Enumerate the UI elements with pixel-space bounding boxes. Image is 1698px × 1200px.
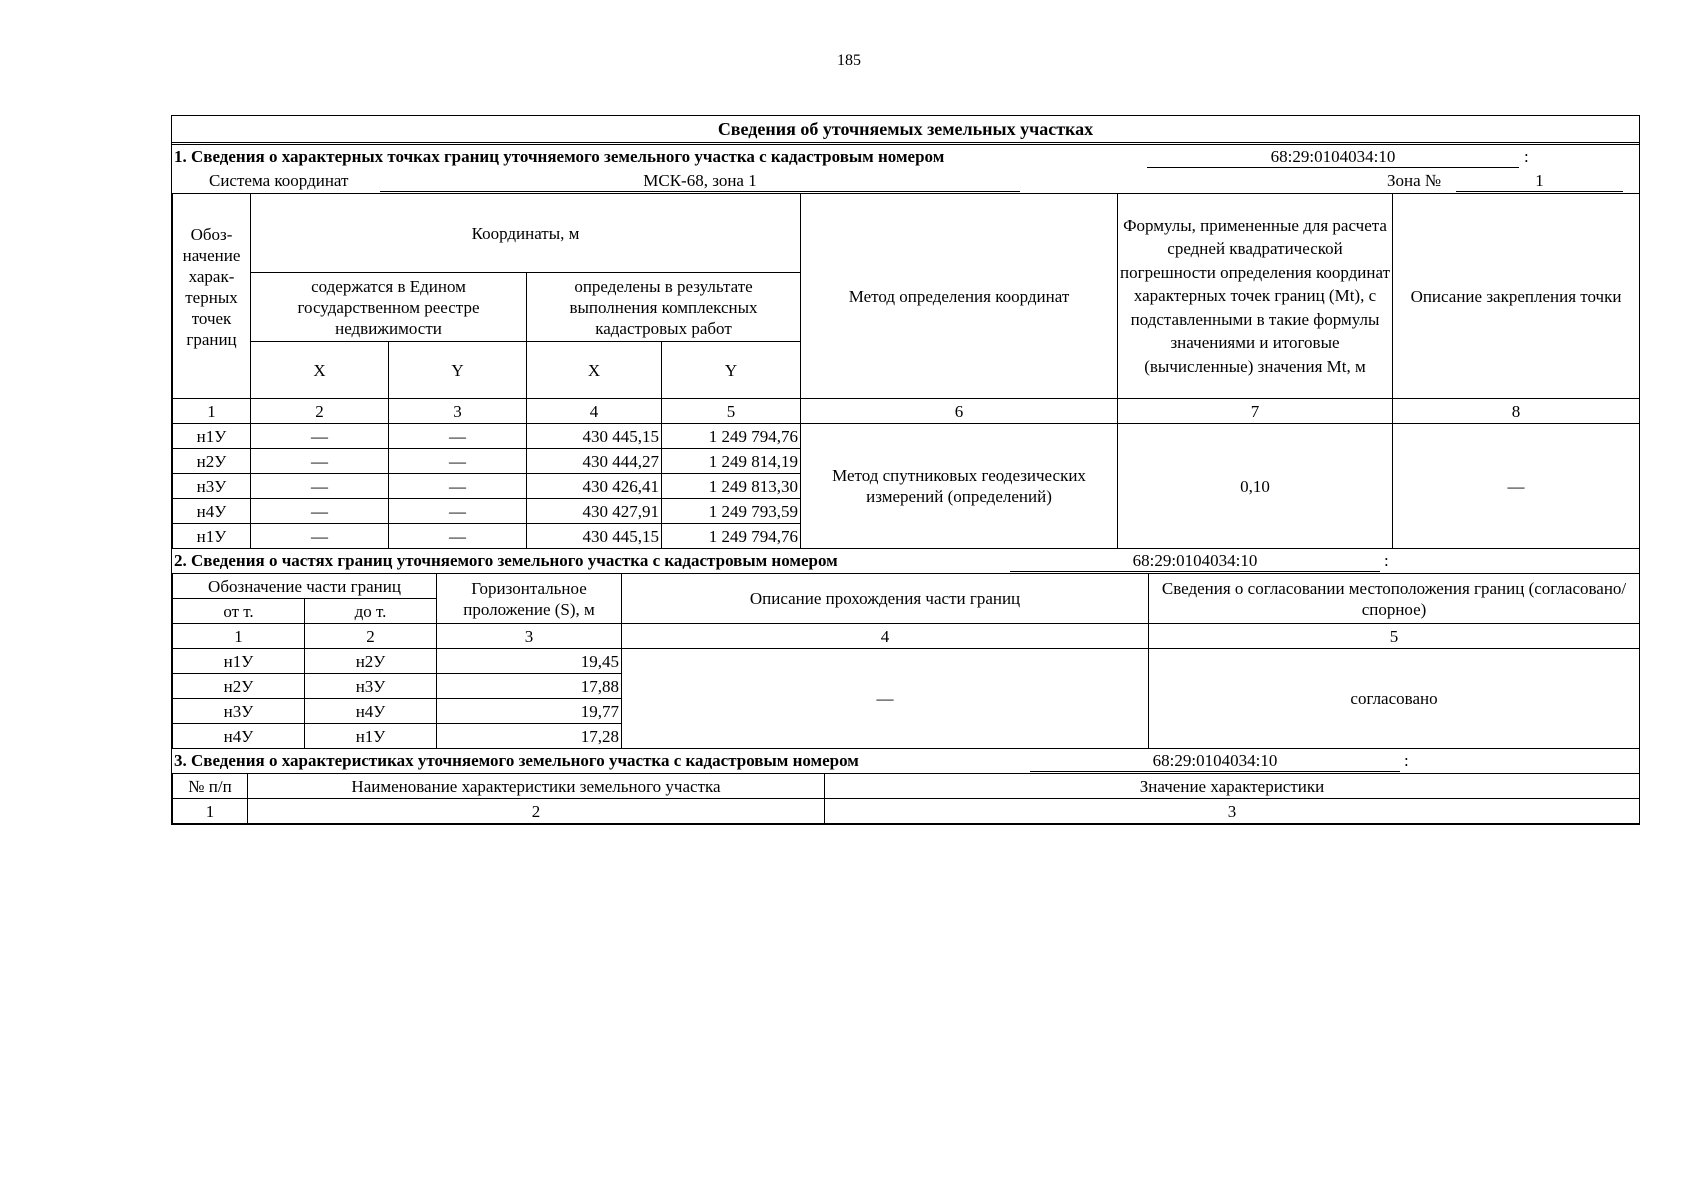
section3-cadastral-number: 68:29:0104034:10	[1030, 749, 1400, 772]
y-egrn: —	[389, 499, 527, 524]
egrn-header: содержатся в Едином государственном реестре недвижимости	[251, 273, 527, 342]
zone-value: 1	[1456, 169, 1623, 192]
from-point: н4У	[173, 724, 305, 749]
from-point: н1У	[173, 649, 305, 674]
y-egrn: —	[389, 524, 527, 549]
to-point: н1У	[305, 724, 437, 749]
section2-colon: :	[1384, 551, 1389, 570]
col-number: 2	[248, 799, 825, 824]
from-point: н2У	[173, 674, 305, 699]
column-numbers-row	[173, 799, 1640, 824]
to-point: н2У	[305, 649, 437, 674]
y-egrn-header: Y	[389, 342, 527, 399]
x-egrn: —	[251, 424, 389, 449]
section2-cadastral-number: 68:29:0104034:10	[1010, 549, 1380, 572]
fixing-value: —	[1393, 424, 1640, 549]
col-number: 3	[389, 399, 527, 424]
col-number: 3	[825, 799, 1640, 824]
method-header: Метод определения координат	[801, 194, 1118, 399]
section1-label: 1. Сведения о характерных точках границ уточняемого земельного участка с кадастровым номером	[174, 147, 945, 166]
agreement-value: согласовано	[1149, 649, 1640, 749]
table-row	[173, 424, 1640, 449]
x-value: 430 426,41	[527, 474, 662, 499]
method-value: Метод спутниковых геодезических измерений (определений)	[801, 424, 1118, 549]
y-value: 1 249 813,30	[662, 474, 801, 499]
parts-table	[172, 573, 1640, 749]
to-point: н4У	[305, 699, 437, 724]
designation-header: Обоз-начение харак-терных точек границ	[173, 194, 251, 399]
section3-header	[172, 749, 1639, 773]
col-number: 3	[437, 624, 622, 649]
y-egrn: —	[389, 424, 527, 449]
agreement-header: Сведения о согласовании местоположения границ (согласовано/спорное)	[1149, 574, 1640, 624]
mt-value: 0,10	[1118, 424, 1393, 549]
x-egrn: —	[251, 524, 389, 549]
col-number: 4	[527, 399, 662, 424]
land-plot-sheet	[171, 115, 1640, 825]
column-numbers-row	[173, 399, 1640, 424]
col-number: 5	[1149, 624, 1640, 649]
col-number: 2	[305, 624, 437, 649]
sheet-title: Сведения об уточняемых земельных участках	[172, 116, 1639, 145]
x-complex-header: X	[527, 342, 662, 399]
section2-label: 2. Сведения о частях границ уточняемого земельного участка с кадастровым номером	[174, 551, 838, 570]
y-value: 1 249 793,59	[662, 499, 801, 524]
col-number: 6	[801, 399, 1118, 424]
x-egrn: —	[251, 449, 389, 474]
x-value: 430 427,91	[527, 499, 662, 524]
distance-value: 17,88	[437, 674, 622, 699]
distance-value: 19,77	[437, 699, 622, 724]
point-name: н1У	[173, 424, 251, 449]
coord-system-row	[172, 169, 1639, 193]
col-number: 7	[1118, 399, 1393, 424]
coordinates-header: Координаты, м	[251, 194, 801, 273]
x-value: 430 445,15	[527, 424, 662, 449]
section1-cadastral-number: 68:29:0104034:10	[1147, 145, 1519, 168]
zone-label: Зона №	[1387, 171, 1442, 190]
y-egrn: —	[389, 449, 527, 474]
to-header: до т.	[305, 599, 437, 624]
fixing-header: Описание закрепления точки	[1393, 194, 1640, 399]
y-complex-header: Y	[662, 342, 801, 399]
x-value: 430 444,27	[527, 449, 662, 474]
coord-system-label: Система координат	[209, 171, 349, 190]
description-header: Описание прохождения части границ	[622, 574, 1149, 624]
col-number: 5	[662, 399, 801, 424]
characteristics-table	[172, 773, 1640, 824]
col-number: 1	[173, 799, 248, 824]
column-numbers-row	[173, 624, 1640, 649]
y-value: 1 249 794,76	[662, 524, 801, 549]
col-number: 2	[251, 399, 389, 424]
x-egrn: —	[251, 499, 389, 524]
y-egrn: —	[389, 474, 527, 499]
horizontal-header: Горизонтальное проложение (S), м	[437, 574, 622, 624]
distance-value: 19,45	[437, 649, 622, 674]
point-name: н3У	[173, 474, 251, 499]
formula-header: Формулы, примененные для расчета средней квадратической погрешности определения координат характерных точек границ (Mt), с подставленными в такие формулы значениями и итоговые (вычисленные) значения Mt, м	[1118, 194, 1393, 399]
y-value: 1 249 794,76	[662, 424, 801, 449]
complex-header: определены в результате выполнения комплексных кадастровых работ	[527, 273, 801, 342]
col-number: 1	[173, 624, 305, 649]
section3-label: 3. Сведения о характеристиках уточняемого земельного участка с кадастровым номером	[174, 751, 859, 770]
col-number: 4	[622, 624, 1149, 649]
section2-header	[172, 549, 1639, 573]
description-value: —	[622, 649, 1149, 749]
section3-colon: :	[1404, 751, 1409, 770]
part-designation-header: Обозначение части границ	[173, 574, 437, 599]
name-header: Наименование характеристики земельного участка	[248, 774, 825, 799]
page-number: 185	[837, 52, 861, 69]
col-number: 1	[173, 399, 251, 424]
y-value: 1 249 814,19	[662, 449, 801, 474]
num-header: № п/п	[173, 774, 248, 799]
section1-colon: :	[1524, 147, 1529, 166]
col-number: 8	[1393, 399, 1640, 424]
table-row	[173, 649, 1640, 674]
point-name: н2У	[173, 449, 251, 474]
coord-system-value: МСК-68, зона 1	[380, 169, 1020, 192]
point-name: н1У	[173, 524, 251, 549]
x-egrn-header: X	[251, 342, 389, 399]
x-egrn: —	[251, 474, 389, 499]
point-name: н4У	[173, 499, 251, 524]
x-value: 430 445,15	[527, 524, 662, 549]
value-header: Значение характеристики	[825, 774, 1640, 799]
section1-header	[172, 145, 1639, 169]
distance-value: 17,28	[437, 724, 622, 749]
to-point: н3У	[305, 674, 437, 699]
from-point: н3У	[173, 699, 305, 724]
from-header: от т.	[173, 599, 305, 624]
points-table	[172, 193, 1640, 549]
